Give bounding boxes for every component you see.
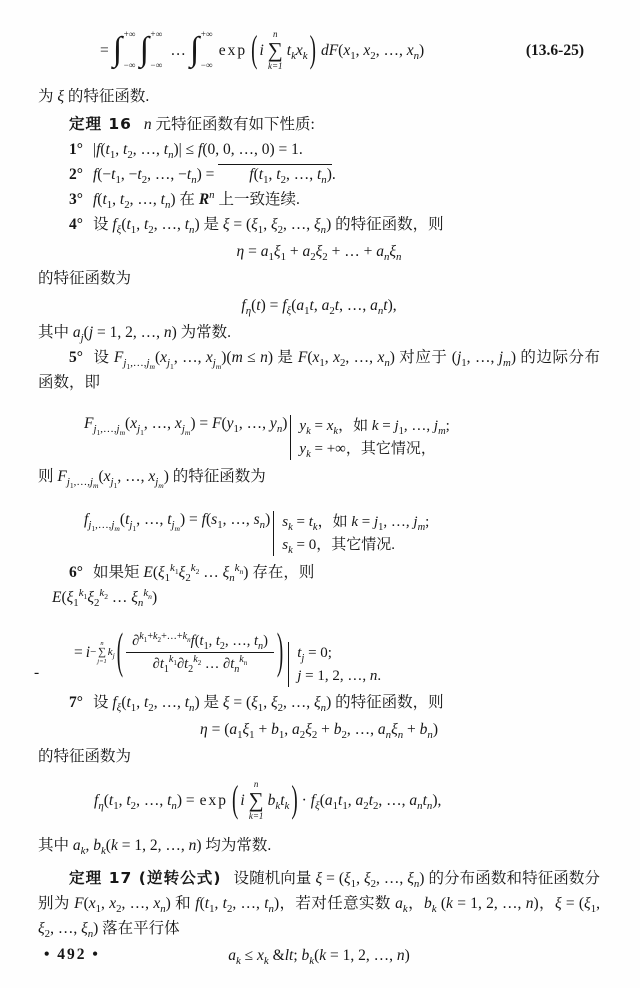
cases-conditions — [273, 511, 429, 556]
cases-conditions — [288, 642, 381, 687]
property-1: 1° $|f(t_1$, $t_2$, …, $t_n)| \le f(0$, 0, …, 0) = 1. — [69, 141, 303, 162]
fraction-denominator: $\partial t_1^{k_1}\partial t_2^{k_2}$ … $\partial t_n^{k_n}$ — [152, 653, 248, 675]
theorem-16-heading — [38, 112, 600, 137]
equation-parallelepiped: $a_k \le x_k$ &lt; $b_k(k = 1$, 2, …, n) — [228, 947, 410, 968]
moment-lhs: $E(\xi_1^{k_1}\xi_2^{k_2}$ … $\xi_n^{k_n}$) — [52, 586, 158, 610]
theorem-16-label: 定理 16 — [69, 115, 132, 133]
summation-symbol: n ∑ k=1 — [267, 29, 283, 71]
summation-symbol: n ∑ k=1 — [248, 779, 264, 821]
condition-line-2: j = 1, 2, …, n. — [297, 667, 382, 684]
summand: $t_kx_k$ — [286, 41, 308, 62]
right-paren: ) — [276, 624, 284, 680]
equation-eta-linear: $\eta = a_1\xi_1 + a_2\xi_2$ + … + $a_n\xi_n$ — [236, 243, 402, 264]
marginal-charfunc-formula: $f_{j_1,\dots,j_m}(t_{j_1}$, …, $t_{j_m}) = f(s_1$, …, $s_n$) — [84, 511, 271, 534]
equals-sign: = — [100, 41, 109, 59]
equation-moment — [38, 620, 600, 684]
paragraph-characteristic-function: 为 ξ 的特征函数. — [38, 88, 150, 105]
equation-number: (13.6-25) — [525, 42, 584, 59]
property-5: 5° 设 $F_{j_1,\dots,j_m}(x_{j_1}$, …, $x_{j_m})(m \le n)$ 是 $F(x_1$, $x_2$, …, $x_n$) 对应于 ($j_1$, …, $j_m$) 的边际分布函数，即 — [38, 349, 601, 391]
equation-eta-affine: $\eta = (a_1\xi_1 + b_1$, $a_2\xi_2 + b_2$, …, $a_n\xi_n + b_n$) — [200, 721, 438, 742]
marginal-formula: $F_{j_1,\dots,j_m}(x_{j_1}$, …, $x_{j_m}) = F(y_1$, …, $y_n$) — [84, 415, 288, 438]
property-6: 6° 如果矩 $E(\xi_1^{k_1}\xi_2^{k_2}$ … $\xi_n^{k_n}$) 存在，则 — [69, 561, 315, 585]
imaginary-i: i — [240, 791, 245, 809]
right-paren: ) — [309, 29, 316, 71]
exp-operator: exp — [199, 791, 228, 809]
left-paren: ( — [116, 624, 124, 680]
condition-line-1: $y_k = x_k$，如 $k = j_1$, …, $j_m$; — [299, 418, 450, 437]
equals-sign: = — [74, 643, 83, 661]
property-7: 7° 设 $f_\xi(t_1$, $t_2$, …, $t_n$) 是 $\xi = (\xi_1$, $\xi_2$, …, $\xi_n$) 的特征函数，则 — [69, 694, 444, 715]
page-number: • 492 • — [44, 946, 100, 963]
right-paren: ) — [291, 779, 298, 821]
mini-summation: n ∑ j=1 — [97, 639, 107, 665]
theorem-17-paragraph — [38, 866, 600, 941]
integrand-tail: $dF(x_1$, $x_2$, …, $x_n$) — [320, 41, 425, 62]
property-4: 4° 设 $f_\xi(t_1$, $t_2$, …, $t_n$) 是 $\xi = (\xi_1$, $\xi_2$, …, $\xi_n$) 的特征函数，则 — [69, 216, 444, 237]
integral-symbol: ∫ +∞ −∞ — [189, 29, 213, 70]
condition-line-2: $y_k$ = +∞，其它情况， — [299, 441, 436, 460]
equation-marginal-distribution — [38, 401, 600, 460]
ellipsis: … — [170, 41, 186, 59]
lhs: $f_\eta(t_1$, $t_2$, …, $t_n$) = — [94, 791, 195, 812]
exp-operator: exp — [218, 41, 248, 59]
paragraph-charfunc-is-2: 的特征函数为 — [38, 748, 132, 765]
theorem-17-text: 设随机向量 $\xi = (\xi_1$, $\xi_2$, …, $\xi_n$) 的分布函数和特征函数分别为 $F(x_1$, $x_2$, …, $x_n$) 和 $f(t_1$, $t_2$, …, $t_n$)，若对任意实数 $a_k$，$b_k$ (k = 1, 2, …, n)，$\xi = (\xi_1$, $\xi_2$, …, $\xi_n$) 落在平行体 — [38, 870, 601, 941]
equation-f-eta: $f_\eta(t) = f_\xi(a_1t$, $a_2t$, …, $a_nt$), — [241, 297, 397, 318]
left-paren: ( — [251, 29, 258, 71]
theorem-17-label: 定理 17 (逆转公式) — [69, 869, 222, 887]
paragraph-then-marginal: 则 $F_{j_1,\dots,j_m}(x_{j_1}$, …, $x_{j_m}$) 的特征函数为 — [38, 468, 266, 491]
paragraph-constants-aj: 其中 $a_j(j = 1$, 2, …, n) 为常数. — [38, 324, 232, 345]
partial-derivative-fraction — [126, 631, 274, 674]
equation-marginal-charfunc — [38, 497, 600, 556]
i-power-base: i — [85, 643, 91, 661]
equation-f-eta-exp — [38, 777, 600, 823]
integral-symbol: ∫ +∞ −∞ — [139, 29, 163, 70]
summand: $b_kt_k$ — [267, 791, 290, 812]
fraction-numerator: $\partial^{k_1+k_2+\dots+k_n}f(t_1$, $t_2$, …, $t_n$) — [126, 631, 274, 653]
integral-symbol: ∫ +∞ −∞ — [112, 29, 136, 70]
property-2: 2° $f(-t_1$, $-t_2$, …, $-t_n) = f(t_1$, $t_2$, …, $t_n$). — [69, 166, 336, 187]
theorem-16-text: n 元特征函数有如下性质: — [143, 116, 315, 133]
imaginary-i: i — [259, 41, 264, 59]
property-3: 3° $f(t_1$, $t_2$, …, $t_n$) 在 $R^n$ 上一致连续. — [69, 188, 300, 212]
paragraph-charfunc-is: 的特征函数为 — [38, 270, 132, 287]
scan-artifact-dash: - — [34, 664, 40, 681]
paragraph-constants-ab: 其中 $a_k$, $b_k(k = 1$, 2, …, n) 均为常数. — [38, 837, 272, 858]
condition-line-1: $s_k = t_k$，如 $k = j_1$, …, $j_m$; — [282, 514, 430, 533]
cases-conditions — [290, 415, 449, 460]
condition-line-2: $s_k = 0$，其它情况. — [282, 537, 395, 556]
rhs-tail: · $f_\xi(a_1t_1$, $a_2t_2$, …, $a_nt_n$), — [301, 791, 442, 812]
exponent-block: − n ∑ j=1 $k_j$ — [90, 639, 115, 665]
equation-13-6-25 — [38, 24, 600, 76]
left-paren: ( — [232, 779, 239, 821]
condition-line-1: $t_j = 0$; — [297, 644, 332, 664]
